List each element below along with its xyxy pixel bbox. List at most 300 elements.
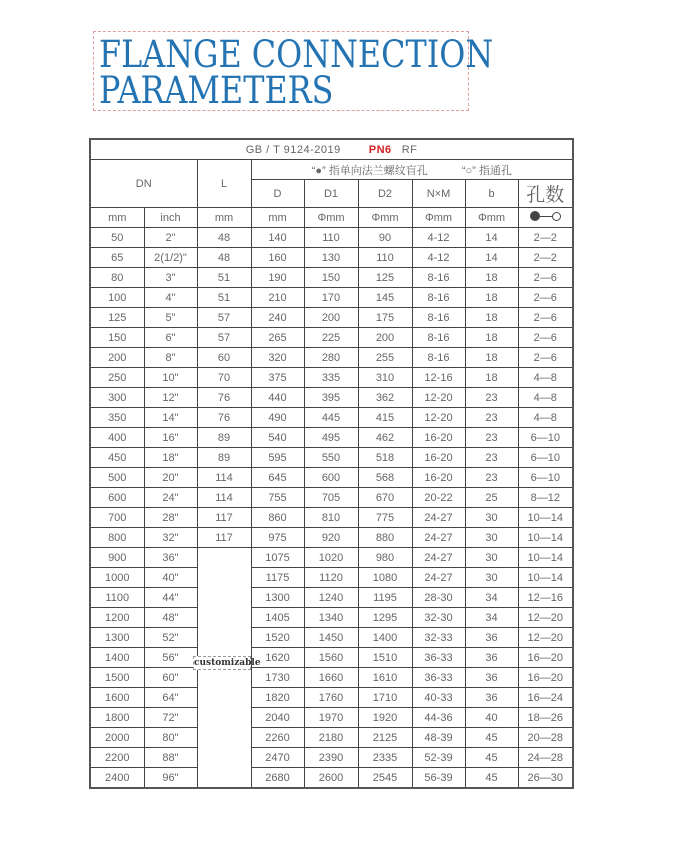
cell-dn: 65 (90, 248, 144, 268)
cell-b: 18 (465, 288, 518, 308)
cell-d: 210 (251, 288, 304, 308)
customizable-label: customizable (194, 658, 261, 668)
cell-d2: 1610 (358, 668, 412, 688)
cell-dn: 100 (90, 288, 144, 308)
table-row (90, 568, 573, 588)
cell-l: 76 (197, 408, 251, 428)
cell-d: 240 (251, 308, 304, 328)
cell-holes: 6—10 (518, 448, 573, 468)
cell-inch: 80" (144, 728, 197, 748)
table-row (90, 628, 573, 648)
cell-d2: 775 (358, 508, 412, 528)
cell-d1: 1660 (304, 668, 358, 688)
cell-d2: 175 (358, 308, 412, 328)
cell-nm: 4-12 (412, 248, 465, 268)
cell-inch: 32" (144, 528, 197, 548)
cell-d1: 170 (304, 288, 358, 308)
cell-holes: 10—14 (518, 508, 573, 528)
cell-b: 23 (465, 428, 518, 448)
unit-nxm: Φmm (412, 208, 465, 228)
cell-holes: 20—28 (518, 728, 573, 748)
cell-dn: 2000 (90, 728, 144, 748)
cell-d2: 1195 (358, 588, 412, 608)
cell-nm: 12-20 (412, 408, 465, 428)
title-line-1: FLANGE CONNECTION (99, 33, 494, 76)
col-header-d2: D2 (358, 180, 412, 208)
cell-d: 1300 (251, 588, 304, 608)
cell-b: 25 (465, 488, 518, 508)
cell-dn: 1400 (90, 648, 144, 668)
cell-inch: 10" (144, 368, 197, 388)
cell-nm: 16-20 (412, 428, 465, 448)
cell-nm: 40-33 (412, 688, 465, 708)
cell-d2: 200 (358, 328, 412, 348)
cell-nm: 16-20 (412, 448, 465, 468)
cell-inch: 44" (144, 588, 197, 608)
cell-inch: 48" (144, 608, 197, 628)
table-row (90, 428, 573, 448)
cell-b: 45 (465, 728, 518, 748)
cell-d2: 255 (358, 348, 412, 368)
title-line-2: PARAMETERS (99, 69, 334, 112)
cell-dn: 250 (90, 368, 144, 388)
unit-d1: Φmm (304, 208, 358, 228)
cell-nm: 24-27 (412, 528, 465, 548)
standard-row (90, 139, 573, 160)
unit-d2: Φmm (358, 208, 412, 228)
table-row (90, 288, 573, 308)
cell-nm: 24-27 (412, 568, 465, 588)
col-header-b: b (465, 180, 518, 208)
cell-holes: 6—10 (518, 428, 573, 448)
cell-b: 40 (465, 708, 518, 728)
cell-d1: 1020 (304, 548, 358, 568)
cell-holes: 4—8 (518, 408, 573, 428)
standard-text: GB / T 9124-2019 (245, 143, 341, 156)
unit-b: Φmm (465, 208, 518, 228)
cell-b: 18 (465, 348, 518, 368)
cell-l: 57 (197, 328, 251, 348)
filled-circle-icon (530, 211, 540, 221)
cell-d: 320 (251, 348, 304, 368)
cell-d2: 568 (358, 468, 412, 488)
cell-d1: 395 (304, 388, 358, 408)
cell-b: 30 (465, 568, 518, 588)
cell-l: 48 (197, 248, 251, 268)
cell-holes: 18—26 (518, 708, 573, 728)
cell-nm: 8-16 (412, 288, 465, 308)
cell-nm: 12-20 (412, 388, 465, 408)
cell-l: 70 (197, 368, 251, 388)
cell-b: 36 (465, 628, 518, 648)
cell-dn: 150 (90, 328, 144, 348)
cell-inch: 88" (144, 748, 197, 768)
cell-dn: 1100 (90, 588, 144, 608)
cell-holes: 12—20 (518, 628, 573, 648)
cell-d2: 670 (358, 488, 412, 508)
header-note-row (90, 160, 573, 180)
cell-nm: 24-27 (412, 548, 465, 568)
cell-dn: 2200 (90, 748, 144, 768)
cell-holes: 2—2 (518, 228, 573, 248)
cell-inch: 12" (144, 388, 197, 408)
cell-d1: 705 (304, 488, 358, 508)
cell-dn: 400 (90, 428, 144, 448)
cell-b: 34 (465, 588, 518, 608)
cell-d2: 2125 (358, 728, 412, 748)
cell-dn: 800 (90, 528, 144, 548)
cell-inch: 28" (144, 508, 197, 528)
cell-d1: 1450 (304, 628, 358, 648)
cell-l: 114 (197, 488, 251, 508)
table-row (90, 508, 573, 528)
cell-inch: 5" (144, 308, 197, 328)
cell-l: 51 (197, 288, 251, 308)
cell-dn: 50 (90, 228, 144, 248)
cell-l: 57 (197, 308, 251, 328)
cell-d: 2470 (251, 748, 304, 768)
cell-nm: 12-16 (412, 368, 465, 388)
cell-d1: 150 (304, 268, 358, 288)
cell-inch: 52" (144, 628, 197, 648)
cell-inch: 60" (144, 668, 197, 688)
cell-d: 1820 (251, 688, 304, 708)
cell-dn: 1000 (90, 568, 144, 588)
unit-holes-legend (518, 208, 573, 228)
cell-d: 265 (251, 328, 304, 348)
cell-dn: 700 (90, 508, 144, 528)
cell-d1: 130 (304, 248, 358, 268)
cell-d: 2260 (251, 728, 304, 748)
cell-l: 89 (197, 428, 251, 448)
units-row (90, 208, 573, 228)
unit-dn-mm: mm (90, 208, 144, 228)
cell-d1: 1120 (304, 568, 358, 588)
table-row (90, 448, 573, 468)
cell-holes: 16—24 (518, 688, 573, 708)
face-type: RF (401, 143, 418, 156)
col-header-nxm: N×M (412, 180, 465, 208)
cell-l: 48 (197, 228, 251, 248)
cell-d2: 1080 (358, 568, 412, 588)
cell-inch: 40" (144, 568, 197, 588)
cell-d1: 280 (304, 348, 358, 368)
cell-nm: 8-16 (412, 268, 465, 288)
unit-d-mm: mm (251, 208, 304, 228)
table-row (90, 268, 573, 288)
cell-inch: 2" (144, 228, 197, 248)
cell-d1: 600 (304, 468, 358, 488)
cell-inch: 36" (144, 548, 197, 568)
cell-b: 23 (465, 448, 518, 468)
cell-d2: 415 (358, 408, 412, 428)
cell-d2: 1295 (358, 608, 412, 628)
cell-d2: 125 (358, 268, 412, 288)
open-circle-icon (552, 212, 561, 221)
cell-holes: 10—14 (518, 548, 573, 568)
cell-d: 440 (251, 388, 304, 408)
cell-holes: 2—6 (518, 308, 573, 328)
cell-d1: 445 (304, 408, 358, 428)
cell-nm: 20-22 (412, 488, 465, 508)
cell-dn: 500 (90, 468, 144, 488)
cell-d1: 1970 (304, 708, 358, 728)
cell-l: 114 (197, 468, 251, 488)
cell-nm: 28-30 (412, 588, 465, 608)
cell-d2: 2545 (358, 768, 412, 789)
cell-b: 14 (465, 248, 518, 268)
cell-inch: 4" (144, 288, 197, 308)
cell-nm: 48-39 (412, 728, 465, 748)
cell-nm: 36-33 (412, 648, 465, 668)
cell-d1: 1240 (304, 588, 358, 608)
cell-d2: 1920 (358, 708, 412, 728)
table-row (90, 648, 573, 668)
cell-l: 89 (197, 448, 251, 468)
cell-d2: 362 (358, 388, 412, 408)
dash-icon (540, 216, 552, 217)
cell-nm: 32-30 (412, 608, 465, 628)
cell-b: 36 (465, 668, 518, 688)
cell-d2: 110 (358, 248, 412, 268)
cell-b: 18 (465, 308, 518, 328)
cell-inch: 3" (144, 268, 197, 288)
cell-d1: 2180 (304, 728, 358, 748)
cell-d: 645 (251, 468, 304, 488)
cell-nm: 16-20 (412, 468, 465, 488)
cell-d2: 518 (358, 448, 412, 468)
cell-d1: 810 (304, 508, 358, 528)
cell-b: 18 (465, 368, 518, 388)
cell-d1: 1560 (304, 648, 358, 668)
table-row (90, 548, 573, 568)
cell-inch: 96" (144, 768, 197, 789)
table-row (90, 488, 573, 508)
cell-d: 1405 (251, 608, 304, 628)
cell-nm: 24-27 (412, 508, 465, 528)
cell-nm: 56-39 (412, 768, 465, 789)
cell-inch: 20" (144, 468, 197, 488)
cell-l: 51 (197, 268, 251, 288)
cell-d: 540 (251, 428, 304, 448)
cell-d1: 335 (304, 368, 358, 388)
cell-b: 14 (465, 228, 518, 248)
cell-dn: 1600 (90, 688, 144, 708)
cell-holes: 2—6 (518, 348, 573, 368)
cell-holes: 16—20 (518, 668, 573, 688)
cell-b: 30 (465, 548, 518, 568)
cell-d: 1620 (251, 648, 304, 668)
cell-holes: 4—8 (518, 388, 573, 408)
cell-holes: 4—8 (518, 368, 573, 388)
cell-inch: 64" (144, 688, 197, 708)
cell-l: 117 (197, 528, 251, 548)
cell-d: 2040 (251, 708, 304, 728)
cell-d2: 2335 (358, 748, 412, 768)
table-row (90, 768, 573, 789)
dn-header: DN (90, 160, 197, 208)
cell-dn: 350 (90, 408, 144, 428)
cell-dn: 300 (90, 388, 144, 408)
cell-d2: 880 (358, 528, 412, 548)
cell-nm: 8-16 (412, 308, 465, 328)
cell-inch: 8" (144, 348, 197, 368)
cell-b: 36 (465, 648, 518, 668)
cell-l: 60 (197, 348, 251, 368)
l-header: L (197, 160, 251, 208)
table-row (90, 388, 573, 408)
cell-holes: 12—16 (518, 588, 573, 608)
cell-inch: 24" (144, 488, 197, 508)
flange-parameters-table (89, 138, 574, 789)
table-row (90, 248, 573, 268)
cell-d: 2680 (251, 768, 304, 789)
cell-nm: 36-33 (412, 668, 465, 688)
table-row (90, 528, 573, 548)
cell-inch: 2(1/2)" (144, 248, 197, 268)
cell-b: 30 (465, 528, 518, 548)
cell-d2: 1710 (358, 688, 412, 708)
note-blind-hole: “●” 指单向法兰螺纹盲孔 (311, 164, 428, 177)
cell-b: 23 (465, 408, 518, 428)
cell-inch: 6" (144, 328, 197, 348)
cell-d1: 2390 (304, 748, 358, 768)
cell-dn: 1500 (90, 668, 144, 688)
cell-holes: 8—12 (518, 488, 573, 508)
standard-cell (90, 139, 573, 160)
cell-inch: 14" (144, 408, 197, 428)
cell-nm: 44-36 (412, 708, 465, 728)
col-header-d1: D1 (304, 180, 358, 208)
table-row (90, 688, 573, 708)
cell-inch: 16" (144, 428, 197, 448)
table-row (90, 468, 573, 488)
cell-d: 1075 (251, 548, 304, 568)
cell-d: 190 (251, 268, 304, 288)
cell-b: 18 (465, 268, 518, 288)
cell-d1: 1760 (304, 688, 358, 708)
cell-d: 975 (251, 528, 304, 548)
cell-b: 45 (465, 748, 518, 768)
table-row (90, 588, 573, 608)
cell-dn: 1800 (90, 708, 144, 728)
col-header-d: D (251, 180, 304, 208)
cell-dn: 125 (90, 308, 144, 328)
cell-dn: 900 (90, 548, 144, 568)
cell-nm: 32-33 (412, 628, 465, 648)
cell-d: 375 (251, 368, 304, 388)
cell-d1: 1340 (304, 608, 358, 628)
cell-dn: 600 (90, 488, 144, 508)
cell-dn: 450 (90, 448, 144, 468)
cell-d2: 90 (358, 228, 412, 248)
unit-l-mm: mm (197, 208, 251, 228)
pressure-rating: PN6 (368, 143, 392, 156)
table-row (90, 748, 573, 768)
cell-d: 1175 (251, 568, 304, 588)
cell-inch: 18" (144, 448, 197, 468)
cell-b: 45 (465, 768, 518, 789)
cell-nm: 8-16 (412, 348, 465, 368)
table-row (90, 728, 573, 748)
cell-nm: 4-12 (412, 228, 465, 248)
cell-holes: 6—10 (518, 468, 573, 488)
table-row (90, 668, 573, 688)
cell-d: 595 (251, 448, 304, 468)
cell-holes: 2—6 (518, 328, 573, 348)
cell-d2: 462 (358, 428, 412, 448)
holes-note (251, 160, 573, 180)
cell-d: 490 (251, 408, 304, 428)
cell-d: 860 (251, 508, 304, 528)
cell-b: 30 (465, 508, 518, 528)
cell-d2: 310 (358, 368, 412, 388)
col-header-holes: 孔数 (518, 180, 573, 208)
cell-d1: 2600 (304, 768, 358, 789)
cell-holes: 10—14 (518, 568, 573, 588)
cell-holes: 16—20 (518, 648, 573, 668)
cell-d2: 1400 (358, 628, 412, 648)
cell-nm: 8-16 (412, 328, 465, 348)
cell-holes: 2—2 (518, 248, 573, 268)
cell-l: 117 (197, 508, 251, 528)
cell-d1: 550 (304, 448, 358, 468)
cell-b: 34 (465, 608, 518, 628)
table-row (90, 328, 573, 348)
cell-b: 23 (465, 388, 518, 408)
cell-dn: 80 (90, 268, 144, 288)
table-row (90, 708, 573, 728)
unit-dn-inch: inch (144, 208, 197, 228)
cell-d1: 110 (304, 228, 358, 248)
cell-d1: 225 (304, 328, 358, 348)
cell-dn: 2400 (90, 768, 144, 789)
cell-inch: 56" (144, 648, 197, 668)
cell-d1: 200 (304, 308, 358, 328)
cell-holes: 2—6 (518, 268, 573, 288)
cell-d: 140 (251, 228, 304, 248)
note-through-hole: “○” 指通孔 (461, 164, 512, 177)
cell-b: 36 (465, 688, 518, 708)
table-row (90, 608, 573, 628)
cell-b: 18 (465, 328, 518, 348)
cell-holes: 2—6 (518, 288, 573, 308)
table-row (90, 408, 573, 428)
cell-holes: 26—30 (518, 768, 573, 789)
cell-holes: 12—20 (518, 608, 573, 628)
cell-d: 755 (251, 488, 304, 508)
cell-l: 76 (197, 388, 251, 408)
table-row (90, 348, 573, 368)
cell-holes: 24—28 (518, 748, 573, 768)
cell-dn: 1200 (90, 608, 144, 628)
cell-inch: 72" (144, 708, 197, 728)
table-row (90, 228, 573, 248)
cell-b: 23 (465, 468, 518, 488)
cell-d: 1520 (251, 628, 304, 648)
cell-d: 160 (251, 248, 304, 268)
table-row (90, 308, 573, 328)
title-box (93, 31, 494, 112)
cell-nm: 52-39 (412, 748, 465, 768)
cell-d2: 145 (358, 288, 412, 308)
cell-d1: 920 (304, 528, 358, 548)
cell-holes: 10—14 (518, 528, 573, 548)
cell-dn: 200 (90, 348, 144, 368)
table-row (90, 368, 573, 388)
cell-d: 1730 (251, 668, 304, 688)
cell-d2: 1510 (358, 648, 412, 668)
